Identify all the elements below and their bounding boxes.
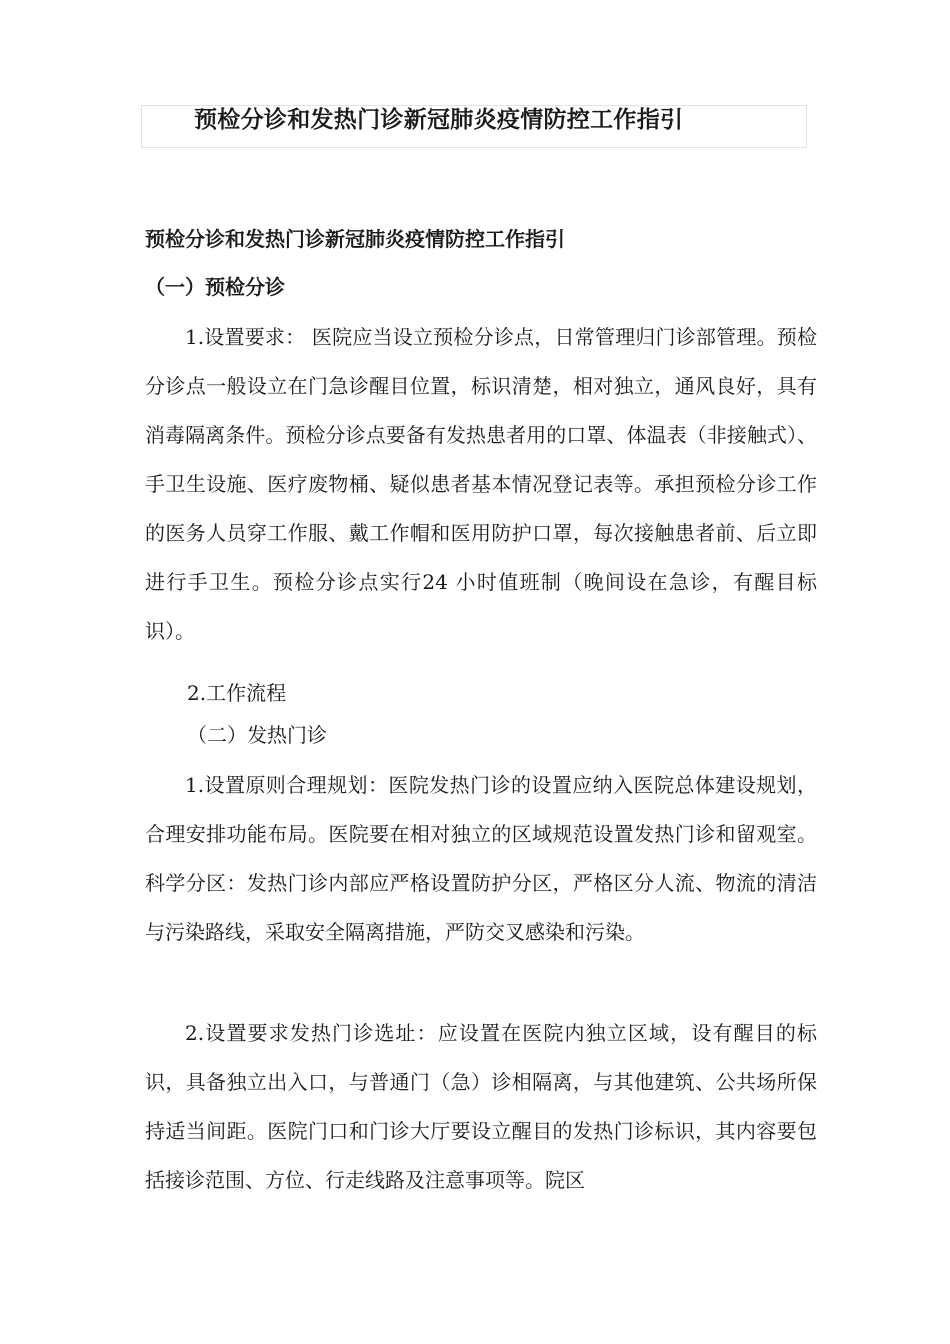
header-title: 预检分诊和发热门诊新冠肺炎疫情防控工作指引 — [194, 106, 684, 133]
section2-paragraph-requirements: 2.设置要求发热门诊选址：应设置在医院内独立区域，设有醒目的标识，具备独立出入口，与普通门（急）诊相隔离，与其他建筑、公共场所保持适当间距。医院门口和门诊大厅要设立醒目的发热门诊标识，其内容要包括接诊范围、方位、行走线路及注意事项等。院区 — [145, 1021, 817, 1192]
document-subtitle: 预检分诊和发热门诊新冠肺炎疫情防控工作指引 — [145, 227, 565, 251]
section1-paragraph-setup: 1.设置要求： 医院应当设立预检分诊点，日常管理归门诊部管理。预检分诊点一般设立在门急诊醒目位置，标识清楚，相对独立，通风良好，具有消毒隔离条件。预检分诊点要备有发热患者用的口罩、体温表（非接触式）、手卫生设施、医疗废物桶、疑似患者基本情况登记表等。承担预检分诊工作的医务人员穿工作服、戴工作帽和医用防护口罩，每次接触患者前、后立即进行手卫生。预检分诊点实行24 小时值班制（晚间设在急诊，有醒目标识）。 — [145, 325, 817, 643]
header-title-box — [141, 105, 807, 148]
section2-heading: （二）发热门诊 — [187, 723, 327, 747]
section1-step-workflow: 2.工作流程 — [187, 681, 287, 705]
section2-paragraph-principles: 1.设置原则合理规划：医院发热门诊的设置应纳入医院总体建设规划，合理安排功能布局。医院要在相对独立的区域规范设置发热门诊和留观室。科学分区：发热门诊内部应严格设置防护分区，严格区分人流、物流的清洁与污染路线，采取安全隔离措施，严防交叉感染和污染。 — [145, 773, 817, 944]
section1-heading: （一）预检分诊 — [145, 275, 285, 299]
